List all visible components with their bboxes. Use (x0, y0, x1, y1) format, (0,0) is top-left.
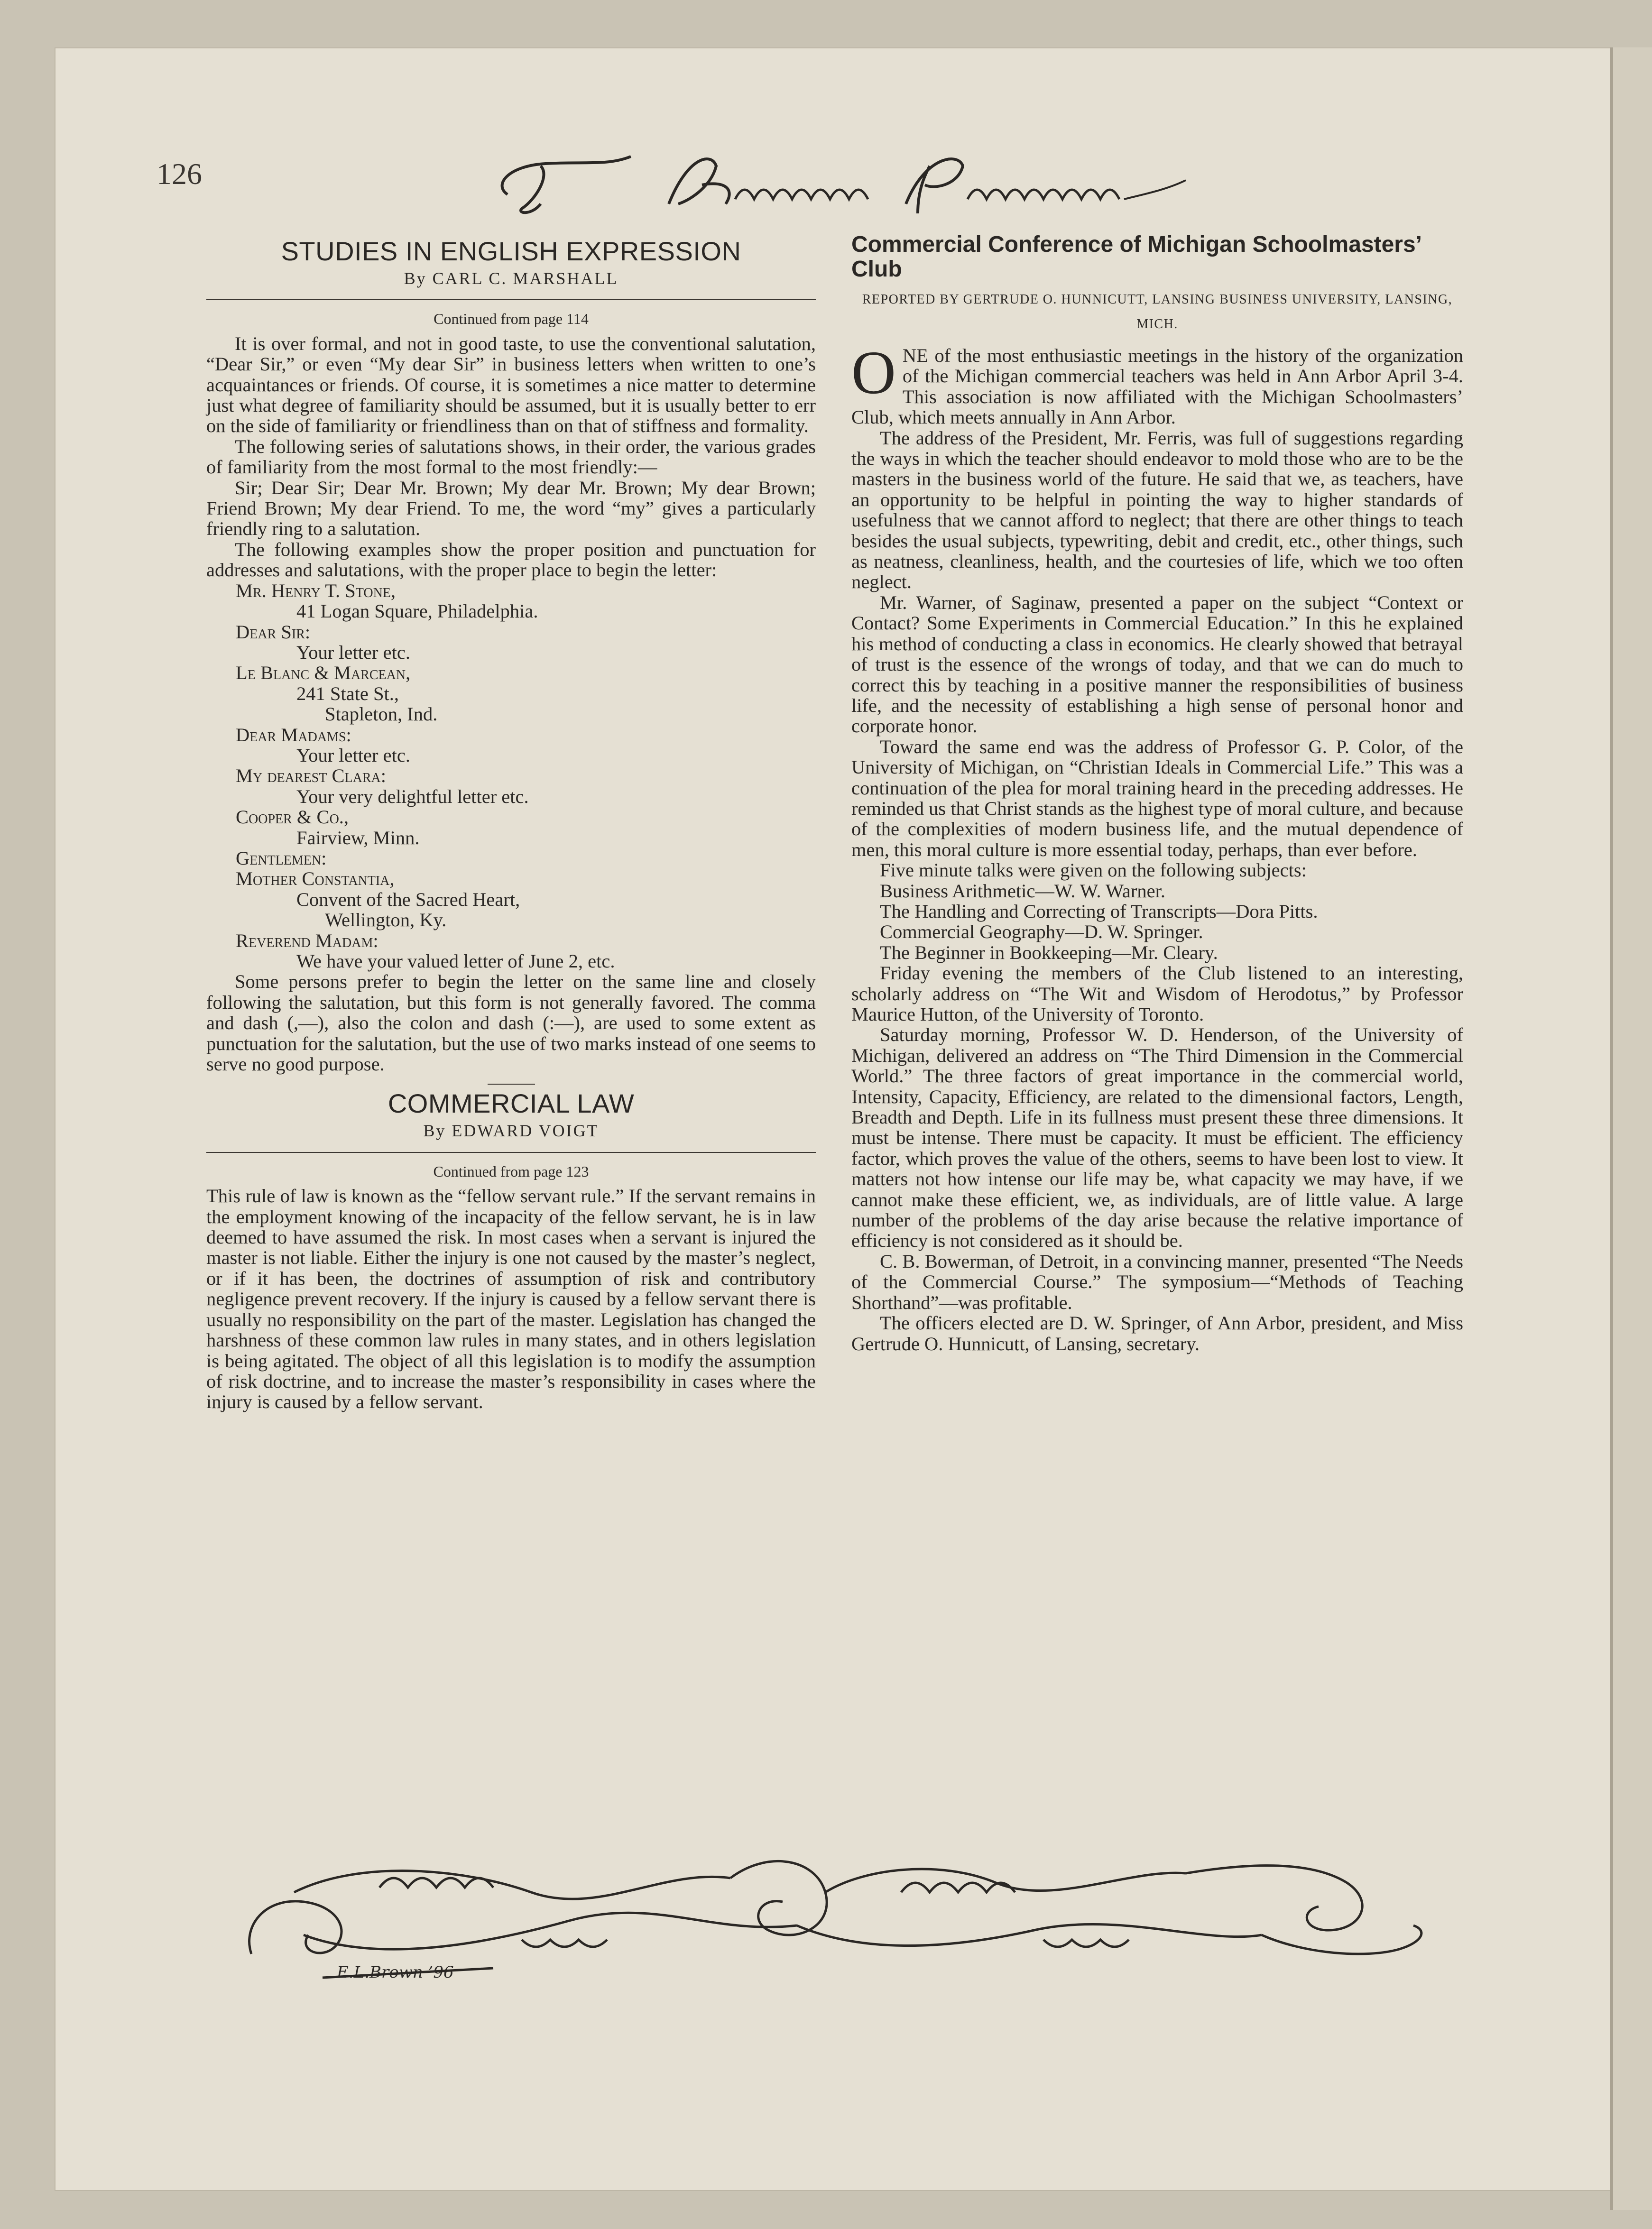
address-example-line: Your letter etc. (296, 641, 410, 663)
paragraph: Friday evening the members of the Club listened to an interesting, scholarly address on “The Wit and Wisdom of Herodotus,” by Professor Maurice Hutton, of the University of Toronto. (851, 962, 1463, 1025)
paragraph: Mr. Warner, of Saginaw, presented a paper on the subject “Context or Contact? Some Experiments in Commercial Education.” In this he explained his method of conducting a class in economics. He clearly showed that betrayal of trust is the essence of the wrongs of today, and that we can do much to correct this by teaching in a positive manner the responsibilities of business life, and the necessity of establishing a high sense of personal honor and corporate honor. (851, 591, 1463, 737)
address-example-line: Stapleton, Ind. (325, 703, 438, 725)
paragraph: Sir; Dear Sir; Dear Mr. Brown; My dear Mr. Brown; My dear Brown; Friend Brown; My dear Friend. To me, the word “my” gives a particularly friendly ring to a salutation. (206, 477, 816, 540)
continued-note: Continued from page 114 (434, 310, 589, 328)
article-title: STUDIES IN ENGLISH EXPRESSION (281, 236, 741, 266)
continued-note: Continued from page 123 (433, 1162, 589, 1180)
paragraph: It is over formal, and not in good taste, to use the conventional salutation, “Dear Sir,” or even “My dear Sir” in business letters when written to one’s acquaintances or friends. Of course, it is sometimes a nice matter to determine just what degree of familiarity should be assumed, but it is usually better to err on the side of familiarity or friendliness than on that of stiffness and formality. (206, 332, 816, 437)
next-page-edge (1610, 47, 1652, 2210)
address-example-line: Your very delightful letter etc. (296, 785, 529, 807)
drop-cap: O (851, 339, 896, 407)
paragraph: The following examples show the proper position and punctuation for addresses and salutations, with the proper place to begin the letter: (206, 538, 816, 581)
left-column (206, 228, 816, 1412)
reporter-credit: REPORTED BY GERTRUDE O. HUNNICUTT, LANSING BUSINESS UNIVERSITY, LANSING, MICH. (862, 292, 1453, 332)
talk-item: Commercial Geography—D. W. Springer. (880, 921, 1203, 943)
address-example-line: Wellington, Ky. (325, 909, 447, 931)
address-example-line: My dearest Clara: (236, 765, 386, 787)
masthead-logo (489, 138, 1191, 223)
address-example-line: Dear Madams: (236, 724, 351, 746)
byline: By EDWARD VOIGT (423, 1121, 599, 1141)
address-example-line: 41 Logan Square, Philadelphia. (296, 600, 538, 622)
paragraph: C. B. Bowerman, of Detroit, in a convincing manner, presented “The Needs of the Commercial Course.” The symposium—“Methods of Teaching Shorthand”—was profitable. (851, 1250, 1463, 1313)
paragraph: This rule of law is known as the “fellow servant rule.” If the servant remains in the employment knowing of the incapacity of the fellow servant, he is in law deemed to have assumed the risk. In most cases when a servant is injured the master is not liable. Either the injury is one not caused by the master’s neglect, or if it has been, the doctrines of assumption of risk and contributory negligence prevent recovery. If the injury is caused by a fellow servant there is usually no responsibility on the part of the master. Legislation has changed the harshness of these common law rules in many states, and in others legislation is being agitated. The object of all this legislation is to modify the assumption of risk doctrine, and to increase the master’s responsibility in cases where the injury is caused by a fellow servant. (206, 1185, 816, 1413)
article-title: COMMERCIAL LAW (388, 1088, 635, 1119)
paragraph: Toward the same end was the address of Professor G. P. Color, of the University of Michigan, on “Christian Ideals in Commercial Life.” This was a continuation of the plea for moral training heard in the preceding addresses. He reminded us that Christ stands as the highest type of moral culture, and because of the complexities of modern business life, and the mutual dependence of men, this moral culture is more essential today, perhaps, than ever before. (851, 736, 1463, 860)
paragraph: Five minute talks were given on the following subjects: (880, 859, 1307, 881)
address-example-line: Dear Sir: (236, 621, 311, 643)
article-studies (206, 237, 816, 1074)
address-example-line: Gentlemen: (236, 847, 327, 869)
paragraph: NE of the most enthusiastic meetings in the history of the organization of the Michigan commercial teachers was held in Ann Arbor April 3-4. This association is now affiliated with the Michigan Schoolmasters’ Club, which meets annually in Ann Arbor. (851, 345, 1463, 428)
paragraph: The address of the President, Mr. Ferris, was full of suggestions regarding the ways in which the teacher should endeavor to mold those who are to be the masters in the business world of the future. He said that we, as teachers, have an opportunity to be helpful in pointing the way to higher standards of usefulness that we cannot afford to neglect; that there are other things to teach besides the usual subjects, typewriting, debit and credit, etc., other things, such as neatness, cleanliness, health, and the courtesies of life, which we too often neglect. (851, 427, 1463, 593)
address-example-line: Fairview, Minn. (296, 827, 420, 848)
paragraph: The officers elected are D. W. Springer, of Ann Arbor, president, and Miss Gertrude O. Hunnicutt, of Lansing, secretary. (851, 1312, 1463, 1354)
address-example-line: Mother Constantia, (236, 868, 395, 890)
address-example-line: 241 State St., (296, 682, 399, 704)
address-example-line: Reverend Madam: (236, 930, 378, 951)
page-number: 126 (157, 157, 202, 191)
talk-item: The Handling and Correcting of Transcripts—Dora Pitts. (880, 900, 1318, 922)
right-column (851, 228, 1463, 1354)
talk-item: The Beginner in Bookkeeping—Mr. Cleary. (880, 941, 1218, 963)
ornament-signature: E.L.Brown ’96 (337, 1963, 454, 1982)
address-example-line: Your letter etc. (296, 744, 410, 766)
decorative-ornament (237, 1840, 1447, 1982)
paragraph: Saturday morning, Professor W. D. Henderson, of the University of Michigan, delivered an address on “The Third Dimension in the Commercial World.” The three factors of great importance in the commercial world, Intensity, Capacity, Efficiency, are related to the dimensional factors, Length, Breadth and Depth. Life in its fullness must present these three dimensions. It must be intense. There must be capacity. It must be efficient. The efficiency factor, which proves the value of the others, seems to have been lost to view. It matters not how intense our life may be, what capacity we may have, if we cannot make these efficient, we, as individuals, are of little value. A large number of the problems of the day arise because the relative importance of efficiency is not considered as it should be. (851, 1024, 1463, 1252)
address-examples (206, 580, 816, 972)
paragraph: The following series of salutations shows, in their order, the various grades of familiarity from the most formal to the most friendly:— (206, 435, 816, 478)
section-divider (488, 1084, 535, 1085)
address-example-line: Mr. Henry T. Stone, (236, 580, 396, 601)
article-title: Commercial Conference of Michigan Schoolmasters’ Club (851, 232, 1421, 282)
paragraph: Some persons prefer to begin the letter on the same line and closely following the salutation, but this form is not generally favored. The comma and dash (,—), also the colon and dash (:—), are used to some extent as punctuation for the salutation, but the use of two marks instead of one seems to serve no good purpose. (206, 971, 816, 1075)
divider (206, 299, 816, 300)
divider (206, 1152, 816, 1153)
talk-item: Business Arithmetic—W. W. Warner. (880, 880, 1165, 902)
byline: By CARL C. MARSHALL (404, 269, 618, 288)
address-example-line: Convent of the Sacred Heart, (296, 888, 520, 910)
address-example-line: Le Blanc & Marcean, (236, 662, 411, 684)
talks-list (851, 881, 1463, 963)
address-example-line: Cooper & Co., (236, 806, 349, 828)
article-commercial-law (206, 1089, 816, 1412)
lead-paragraph (851, 339, 1463, 428)
address-example-line: We have your valued letter of June 2, etc. (296, 950, 615, 972)
